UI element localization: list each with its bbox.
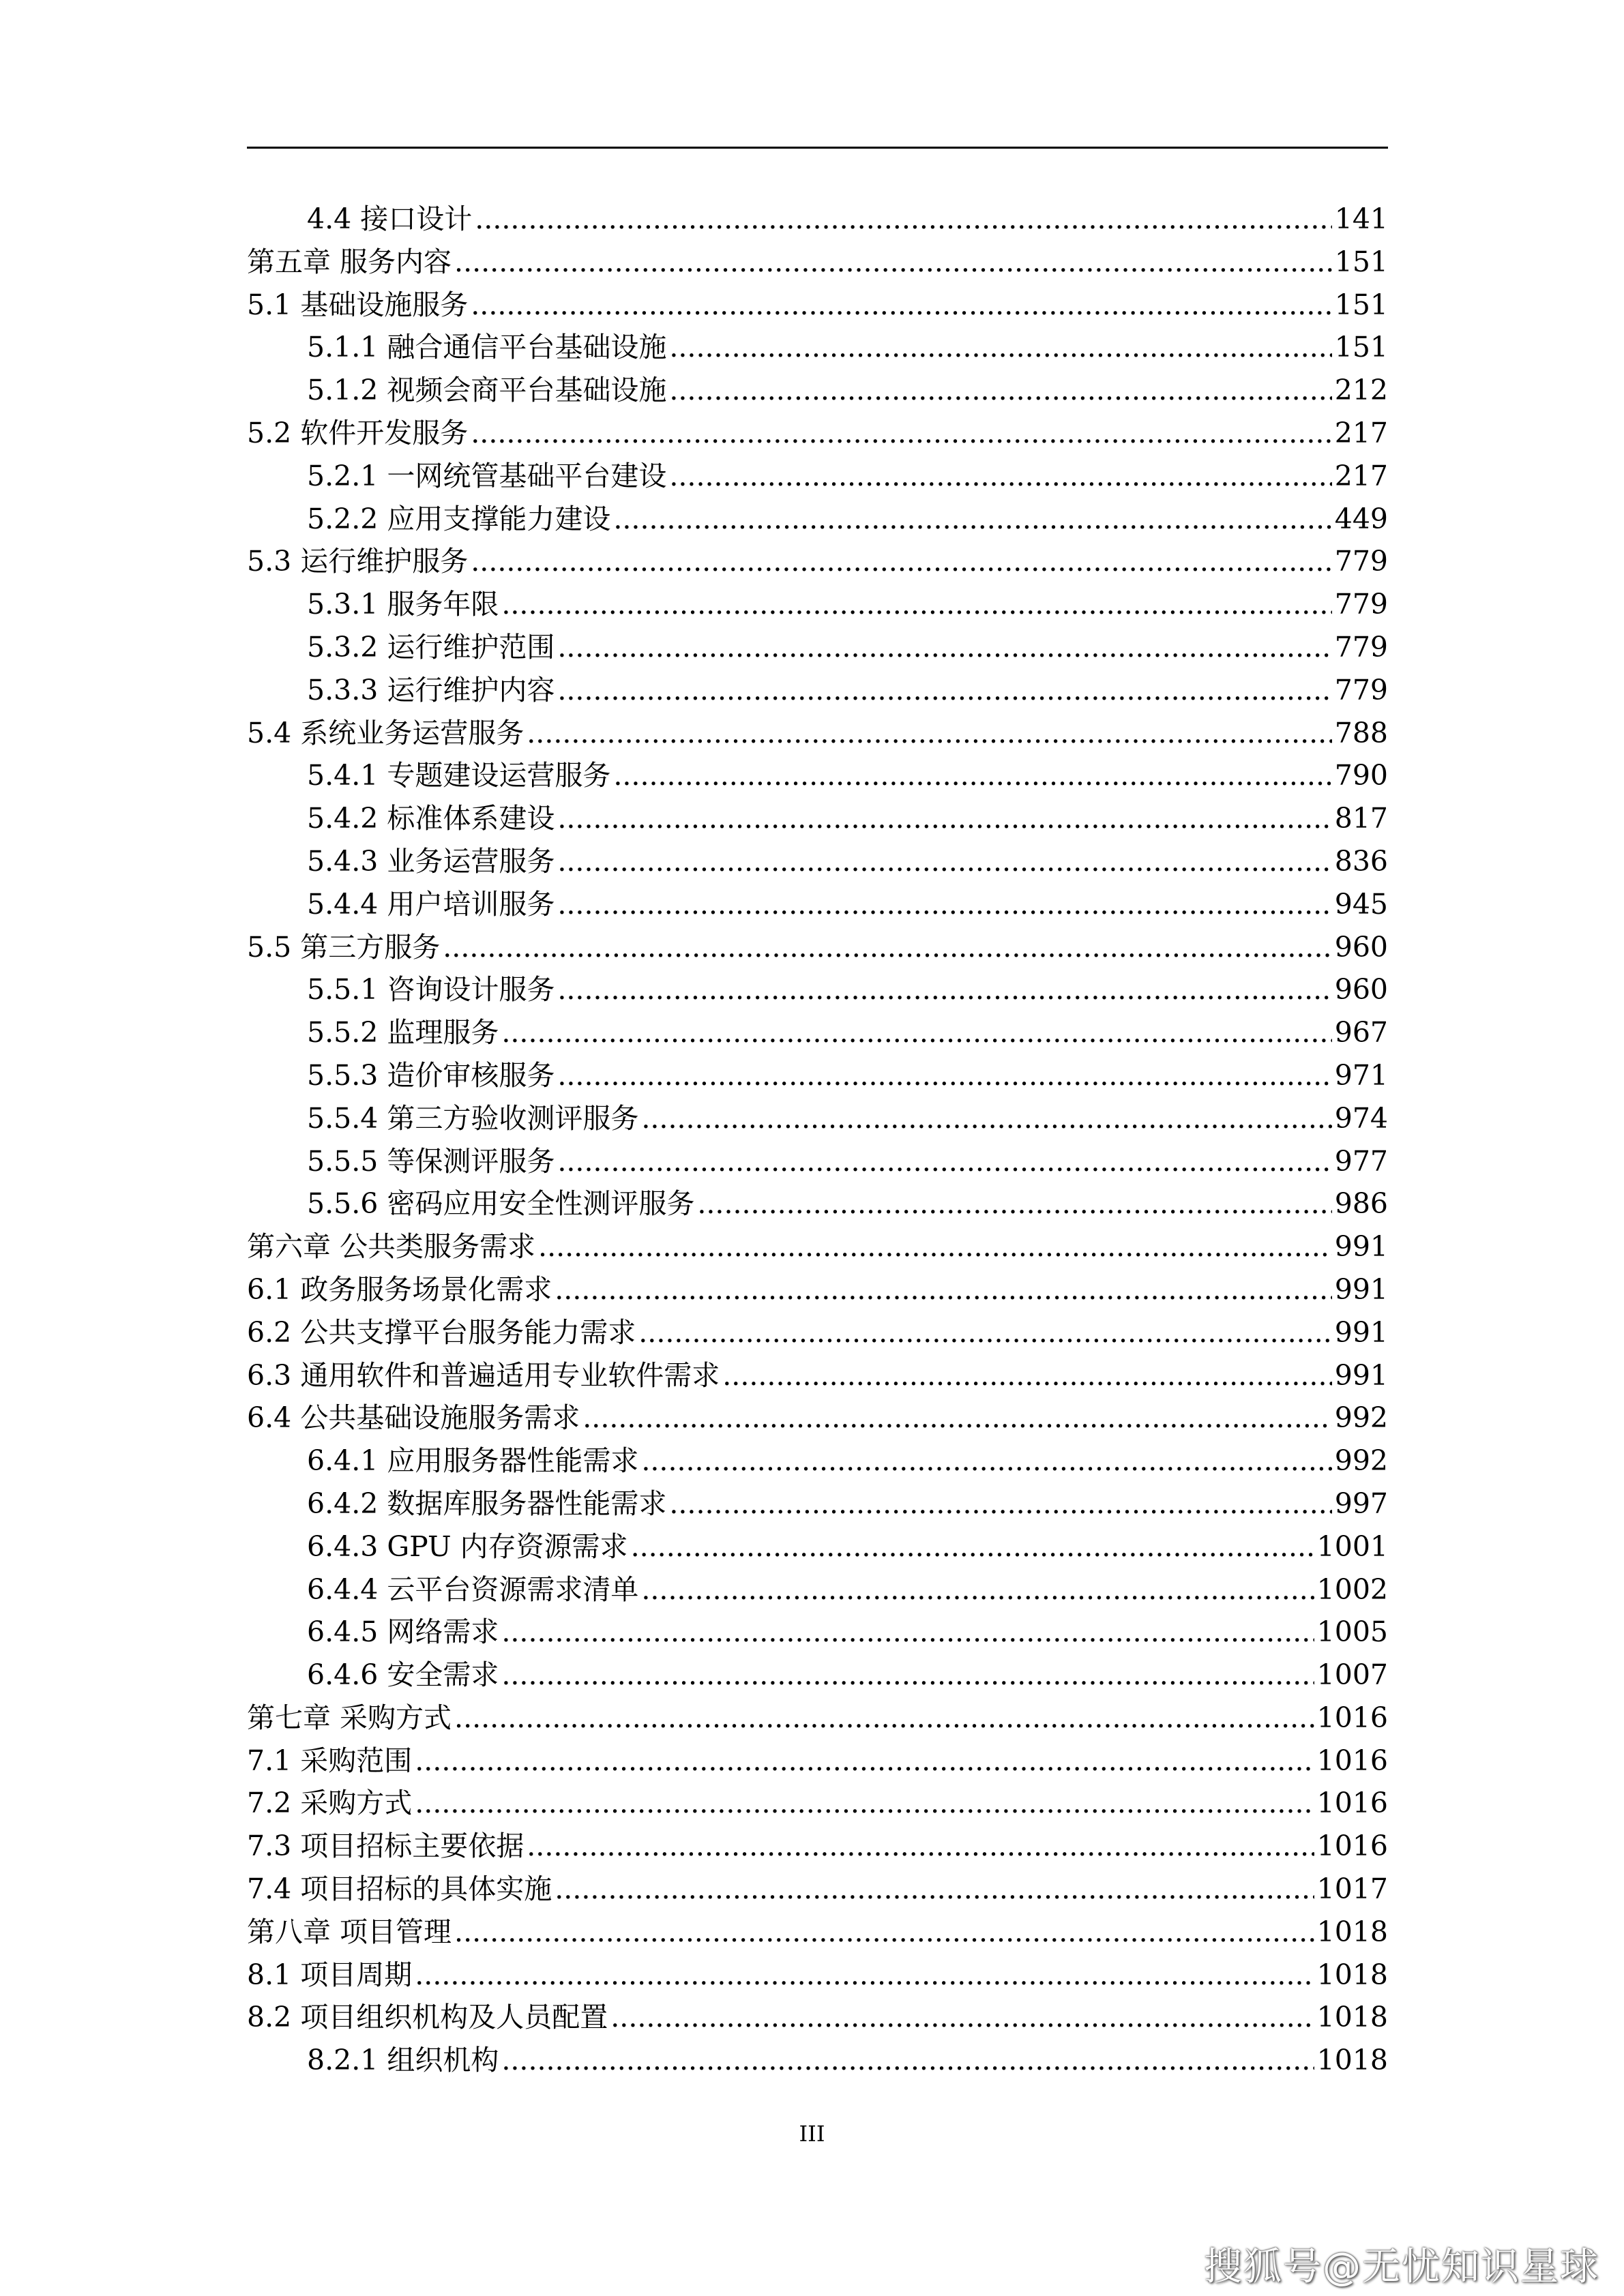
toc-entry-page: 836 — [1334, 844, 1388, 878]
toc-dot-leader — [415, 1740, 1314, 1783]
toc-entry-label: 第五章 服务内容 — [247, 245, 452, 278]
toc-entry-label: 7.4 项目招标的具体实施 — [247, 1873, 552, 1906]
toc-entry-label: 5.3.1 服务年限 — [307, 588, 499, 621]
toc-entry-page: 991 — [1334, 1272, 1388, 1306]
toc-dot-leader — [557, 883, 1331, 926]
toc-entry[interactable] — [247, 1996, 1388, 2039]
toc-entry-label: 第八章 项目管理 — [247, 1915, 452, 1948]
toc-entry-page: 992 — [1334, 1444, 1388, 1478]
toc-entry-label: 5.4.1 专题建设运营服务 — [307, 759, 611, 792]
toc-dot-leader — [669, 369, 1331, 412]
toc-entry-label: 6.4.1 应用服务器性能需求 — [307, 1444, 639, 1478]
toc-entry-page: 1001 — [1316, 1530, 1388, 1563]
toc-entry[interactable] — [247, 1140, 1388, 1183]
toc-entry[interactable] — [247, 797, 1388, 840]
toc-entry-label: 5.2.1 一网统管基础平台建设 — [307, 459, 667, 492]
toc-dot-leader — [471, 540, 1331, 583]
toc-entry-page: 1018 — [1316, 2044, 1388, 2077]
toc-entry-page: 151 — [1334, 288, 1388, 321]
toc-entry-label: 7.1 采购范围 — [247, 1744, 413, 1777]
toc-entry-label: 5.3.3 运行维护内容 — [307, 673, 555, 706]
toc-dot-leader — [557, 968, 1331, 1011]
toc-entry-page: 790 — [1334, 759, 1388, 792]
toc-entry-label: 5.5.1 咨询设计服务 — [307, 973, 555, 1007]
toc-entry-page: 1016 — [1316, 1701, 1388, 1734]
toc-dot-leader — [669, 1482, 1331, 1525]
toc-entry[interactable] — [247, 626, 1388, 669]
toc-dot-leader — [557, 1140, 1331, 1183]
toc-dot-leader — [641, 1568, 1314, 1611]
toc-dot-leader — [613, 754, 1331, 797]
toc-dot-leader — [557, 626, 1331, 669]
toc-entry-page: 1002 — [1316, 1572, 1388, 1606]
toc-dot-leader — [641, 1440, 1331, 1482]
toc-entry-label: 5.3 运行维护服务 — [247, 545, 469, 578]
toc-entry-page: 217 — [1334, 416, 1388, 449]
toc-entry[interactable] — [247, 241, 1388, 284]
toc-dot-leader — [527, 1825, 1314, 1868]
toc-entry[interactable] — [247, 1525, 1388, 1568]
toc-dot-leader — [471, 412, 1331, 455]
toc-dot-leader — [555, 1268, 1331, 1311]
toc-entry-label: 7.2 采购方式 — [247, 1787, 413, 1820]
toc-dot-leader — [669, 455, 1331, 498]
toc-entry-label: 5.4.4 用户培训服务 — [307, 887, 555, 921]
toc-entry[interactable] — [247, 754, 1388, 797]
toc-entry-page: 1016 — [1316, 1744, 1388, 1777]
toc-dot-leader — [555, 1868, 1314, 1911]
toc-dot-leader — [557, 840, 1331, 883]
toc-dot-leader — [557, 669, 1331, 712]
toc-entry[interactable] — [247, 1697, 1388, 1740]
toc-entry[interactable] — [247, 968, 1388, 1011]
toc-dot-leader — [582, 1397, 1331, 1440]
toc-dot-leader — [613, 498, 1331, 541]
toc-entry[interactable] — [247, 1054, 1388, 1097]
toc-entry[interactable] — [247, 1268, 1388, 1311]
header-rule — [247, 147, 1388, 149]
toc-dot-leader — [454, 1911, 1314, 1954]
toc-dot-leader — [722, 1354, 1331, 1397]
toc-entry[interactable] — [247, 455, 1388, 498]
toc-dot-leader — [501, 1654, 1314, 1697]
toc-entry[interactable] — [247, 2039, 1388, 2082]
toc-entry-label: 5.1.2 视频会商平台基础设施 — [307, 374, 667, 407]
toc-entry-page: 212 — [1334, 374, 1388, 407]
table-of-contents — [247, 198, 1388, 2082]
toc-entry-page: 986 — [1334, 1187, 1388, 1221]
toc-entry-label: 5.3.2 运行维护范围 — [307, 630, 555, 664]
toc-entry[interactable] — [247, 540, 1388, 583]
toc-dot-leader — [641, 1097, 1331, 1140]
toc-entry[interactable] — [247, 1011, 1388, 1054]
toc-entry-label: 第七章 采购方式 — [247, 1701, 452, 1734]
toc-entry-page: 967 — [1334, 1016, 1388, 1049]
toc-entry[interactable] — [247, 883, 1388, 926]
toc-entry-page: 788 — [1334, 716, 1388, 749]
toc-entry-label: 6.4.5 网络需求 — [307, 1615, 499, 1649]
toc-dot-leader — [501, 583, 1331, 626]
toc-entry-page: 151 — [1334, 331, 1388, 364]
toc-entry-label: 8.1 项目周期 — [247, 1958, 413, 1991]
toc-dot-leader — [610, 1996, 1314, 2039]
toc-entry[interactable] — [247, 1911, 1388, 1954]
toc-entry-label: 5.5.4 第三方验收测评服务 — [307, 1101, 639, 1135]
toc-entry[interactable] — [247, 1868, 1388, 1911]
toc-entry-label: 8.2 项目组织机构及人员配置 — [247, 2001, 608, 2034]
toc-entry-page: 817 — [1334, 802, 1388, 835]
toc-dot-leader — [443, 926, 1331, 969]
toc-entry-label: 8.2.1 组织机构 — [307, 2044, 499, 2077]
toc-entry-page: 779 — [1334, 630, 1388, 664]
toc-entry[interactable] — [247, 369, 1388, 412]
toc-entry-page: 997 — [1334, 1487, 1388, 1520]
toc-entry-label: 5.4.3 业务运营服务 — [307, 844, 555, 878]
toc-entry-page: 1016 — [1316, 1787, 1388, 1820]
toc-entry[interactable] — [247, 1311, 1388, 1354]
toc-entry-page: 991 — [1334, 1358, 1388, 1392]
toc-entry-page: 449 — [1334, 502, 1388, 535]
toc-entry-page: 1018 — [1316, 2001, 1388, 2034]
toc-entry-label: 第六章 公共类服务需求 — [247, 1230, 536, 1264]
toc-entry-page: 960 — [1334, 930, 1388, 964]
page-number: III — [799, 2121, 825, 2147]
toc-entry-page: 779 — [1334, 545, 1388, 578]
toc-entry-label: 5.1 基础设施服务 — [247, 288, 469, 321]
toc-entry[interactable] — [247, 284, 1388, 327]
toc-dot-leader — [501, 1611, 1314, 1654]
toc-entry-page: 217 — [1334, 459, 1388, 492]
toc-dot-leader — [471, 284, 1331, 327]
watermark: 搜狐号@无忧知识星球 — [1204, 2245, 1599, 2289]
toc-dot-leader — [631, 1525, 1314, 1568]
toc-entry-page: 1018 — [1316, 1915, 1388, 1948]
toc-entry-page: 974 — [1334, 1101, 1388, 1135]
toc-entry-page: 151 — [1334, 245, 1388, 278]
toc-dot-leader — [557, 1054, 1331, 1097]
toc-entry[interactable] — [247, 1482, 1388, 1525]
toc-dot-leader — [538, 1225, 1332, 1268]
toc-entry-page: 1018 — [1316, 1958, 1388, 1991]
toc-entry[interactable] — [247, 198, 1388, 241]
toc-entry-label: 5.1.1 融合通信平台基础设施 — [307, 331, 667, 364]
toc-entry-label: 5.4.2 标准体系建设 — [307, 802, 555, 835]
toc-entry[interactable] — [247, 1225, 1388, 1268]
toc-dot-leader — [501, 2039, 1314, 2082]
toc-dot-leader — [475, 198, 1331, 241]
toc-entry-page: 1007 — [1316, 1658, 1388, 1692]
toc-entry-label: 6.4.2 数据库服务器性能需求 — [307, 1487, 667, 1520]
toc-entry[interactable] — [247, 583, 1388, 626]
toc-entry[interactable] — [247, 712, 1388, 755]
toc-entry-page: 141 — [1334, 203, 1388, 235]
toc-entry-label: 5.5.2 监理服务 — [307, 1016, 499, 1049]
toc-dot-leader — [415, 1954, 1314, 1997]
toc-entry[interactable] — [247, 1182, 1388, 1225]
toc-dot-leader — [697, 1182, 1331, 1225]
toc-dot-leader — [638, 1311, 1331, 1354]
toc-entry[interactable] — [247, 1740, 1388, 1783]
toc-entry[interactable] — [247, 840, 1388, 883]
toc-entry[interactable] — [247, 1782, 1388, 1825]
toc-entry[interactable] — [247, 1397, 1388, 1440]
toc-entry-page: 960 — [1334, 973, 1388, 1007]
toc-entry[interactable] — [247, 1954, 1388, 1997]
toc-entry-page: 971 — [1334, 1058, 1388, 1092]
toc-dot-leader — [415, 1782, 1314, 1825]
toc-entry-page: 1005 — [1316, 1615, 1388, 1649]
toc-entry-label: 6.3 通用软件和普遍适用专业软件需求 — [247, 1358, 720, 1392]
toc-entry-page: 992 — [1334, 1401, 1388, 1435]
toc-entry[interactable] — [247, 926, 1388, 969]
toc-dot-leader — [669, 326, 1331, 369]
toc-entry-page: 1016 — [1316, 1830, 1388, 1863]
toc-entry-label: 5.2.2 应用支撑能力建设 — [307, 502, 611, 535]
toc-entry-label: 6.4.3 GPU 内存资源需求 — [307, 1530, 628, 1563]
toc-entry-label: 6.4.6 安全需求 — [307, 1658, 499, 1692]
toc-dot-leader — [557, 797, 1331, 840]
toc-entry-label: 6.4 公共基础设施服务需求 — [247, 1401, 580, 1435]
toc-entry-label: 7.3 项目招标主要依据 — [247, 1830, 525, 1863]
toc-entry-label: 5.5.3 造价审核服务 — [307, 1058, 555, 1092]
toc-entry-label: 6.4.4 云平台资源需求清单 — [307, 1572, 639, 1606]
toc-entry-page: 991 — [1334, 1315, 1388, 1349]
toc-entry-label: 5.4 系统业务运营服务 — [247, 716, 525, 749]
toc-entry[interactable] — [247, 1611, 1388, 1654]
toc-dot-leader — [527, 712, 1331, 755]
toc-entry[interactable] — [247, 1440, 1388, 1482]
toc-entry-label: 5.5 第三方服务 — [247, 930, 441, 964]
toc-entry-label: 5.5.6 密码应用安全性测评服务 — [307, 1187, 695, 1221]
toc-entry[interactable] — [247, 326, 1388, 369]
toc-entry[interactable] — [247, 1825, 1388, 1868]
toc-entry-label: 5.5.5 等保测评服务 — [307, 1144, 555, 1178]
toc-entry-label: 4.4 接口设计 — [307, 203, 473, 235]
toc-dot-leader — [501, 1011, 1331, 1054]
toc-dot-leader — [454, 1697, 1314, 1740]
toc-entry[interactable] — [247, 669, 1388, 712]
toc-dot-leader — [454, 241, 1332, 284]
toc-entry-label: 6.2 公共支撑平台服务能力需求 — [247, 1315, 636, 1349]
toc-entry-label: 6.1 政务服务场景化需求 — [247, 1272, 552, 1306]
toc-entry-label: 5.2 软件开发服务 — [247, 416, 469, 449]
toc-entry-page: 779 — [1334, 588, 1388, 621]
toc-entry[interactable] — [247, 1654, 1388, 1697]
toc-entry[interactable] — [247, 1568, 1388, 1611]
toc-entry-page: 1017 — [1316, 1873, 1388, 1906]
toc-entry-page: 991 — [1334, 1230, 1388, 1264]
toc-entry[interactable] — [247, 412, 1388, 455]
toc-entry[interactable] — [247, 1097, 1388, 1140]
toc-entry-page: 945 — [1334, 887, 1388, 921]
toc-entry[interactable] — [247, 498, 1388, 541]
toc-entry-page: 977 — [1334, 1144, 1388, 1178]
toc-entry-page: 779 — [1334, 673, 1388, 706]
toc-entry[interactable] — [247, 1354, 1388, 1397]
